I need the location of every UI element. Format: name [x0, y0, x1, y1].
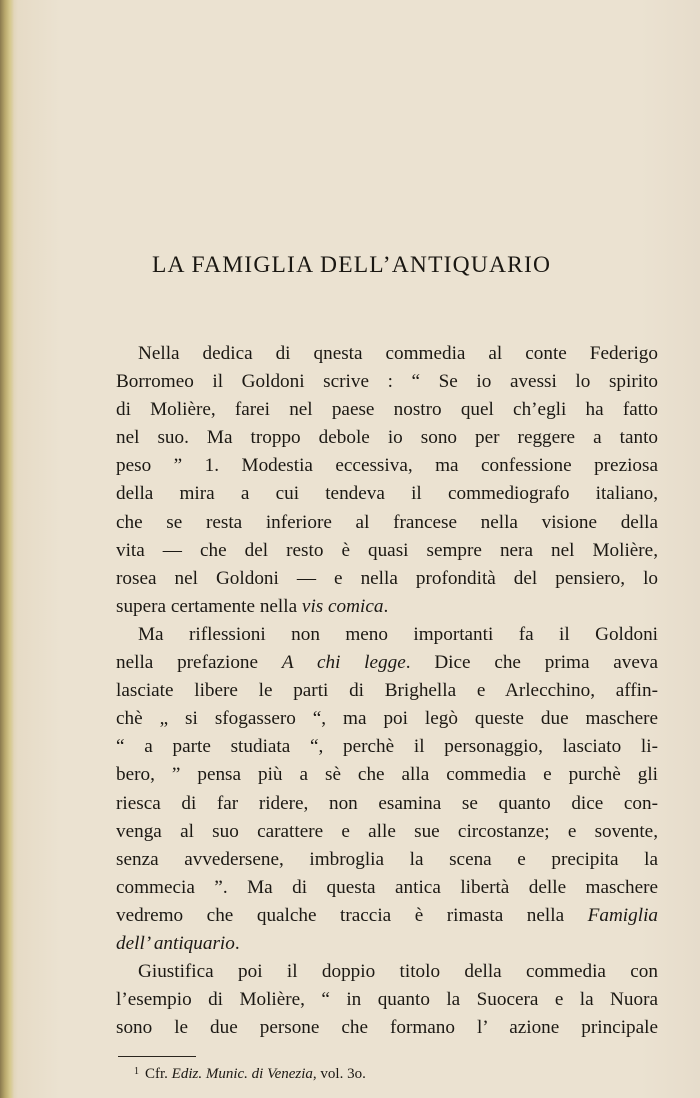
text-line: venga al suo carattere e alle sue circostanze; e sovente,	[116, 820, 658, 842]
text-line: sono le due persone che formano l’ azione principale	[116, 1017, 658, 1039]
italic-term: vis comica	[301, 595, 384, 617]
text-line: vedremo che qualche traccia è rimasta nella Famiglia	[116, 904, 658, 926]
text-line: della mira a cui tendeva il commediografo italiano,	[116, 483, 658, 505]
text-line: rosea nel Goldoni — e nella profondità del pensiero, lo	[116, 567, 658, 589]
text-line: lasciate libere le parti di Brighella e Arlecchino, affin-	[116, 680, 658, 702]
text-line: Nella dedica di qnesta commedia al conte Federigo	[138, 343, 658, 364]
text-line: supera certamente nella vis comica.	[116, 595, 389, 617]
text-line: vita — che del resto è quasi sempre nera nel Molière,	[116, 539, 658, 561]
text-line: dell’ antiquario.	[116, 932, 240, 954]
footnote-mark: 1	[134, 1066, 139, 1077]
body-text	[116, 340, 658, 1042]
text-line: nel suo. Ma troppo debole io sono per reggere a tanto	[116, 427, 658, 449]
text-line: l’esempio di Molière, “ in quanto la Suocera e la Nuora	[116, 989, 658, 1011]
text-line: bero, ” pensa più a sè che alla commedia e purchè gli	[116, 764, 658, 786]
footnote-italic: Ediz. Munic. di Venezia	[171, 1066, 313, 1082]
text-line: peso ” 1. Modestia eccessiva, ma confessione preziosa	[116, 455, 658, 477]
text-line: Borromeo il Goldoni scrive : “ Se io avessi lo spirito	[116, 371, 658, 393]
text-line: di Molière, farei nel paese nostro quel ch’egli ha fatto	[116, 399, 658, 421]
text-line: riesca di far ridere, non esamina se quanto dice con-	[116, 792, 658, 814]
italic-term: Famiglia	[587, 904, 658, 926]
text-line: nella prefazione A chi legge. Dice che prima aveva	[116, 652, 659, 674]
text-line: “ a parte studiata “, perchè il personaggio, lasciato li-	[116, 736, 658, 758]
text-line: Ma riflessioni non meno importanti fa il Goldoni	[138, 623, 658, 645]
text-line: chè „ si sfogassero “, ma poi legò queste due maschere	[116, 708, 658, 730]
text-line: che se resta inferiore al francese nella visione della	[116, 511, 658, 533]
italic-term: dell’ antiquario	[116, 932, 235, 954]
footnote: $^1$ Cfr. Ediz. Munic. di Venezia, vol. 3o.	[134, 1066, 366, 1082]
chapter-title: LA FAMIGLIA DELL’ANTIQUARIO	[152, 252, 552, 278]
footnote-divider	[118, 1056, 196, 1057]
page-binding-edge	[0, 0, 14, 1098]
italic-term: A chi legge	[281, 652, 406, 674]
text-line: senza avvedersene, imbroglia la scena e precipita la	[116, 848, 658, 870]
text-line: commecia ”. Ma di questa antica libertà delle maschere	[116, 876, 658, 898]
text-line: Giustifica poi il doppio titolo della commedia con	[138, 961, 658, 983]
